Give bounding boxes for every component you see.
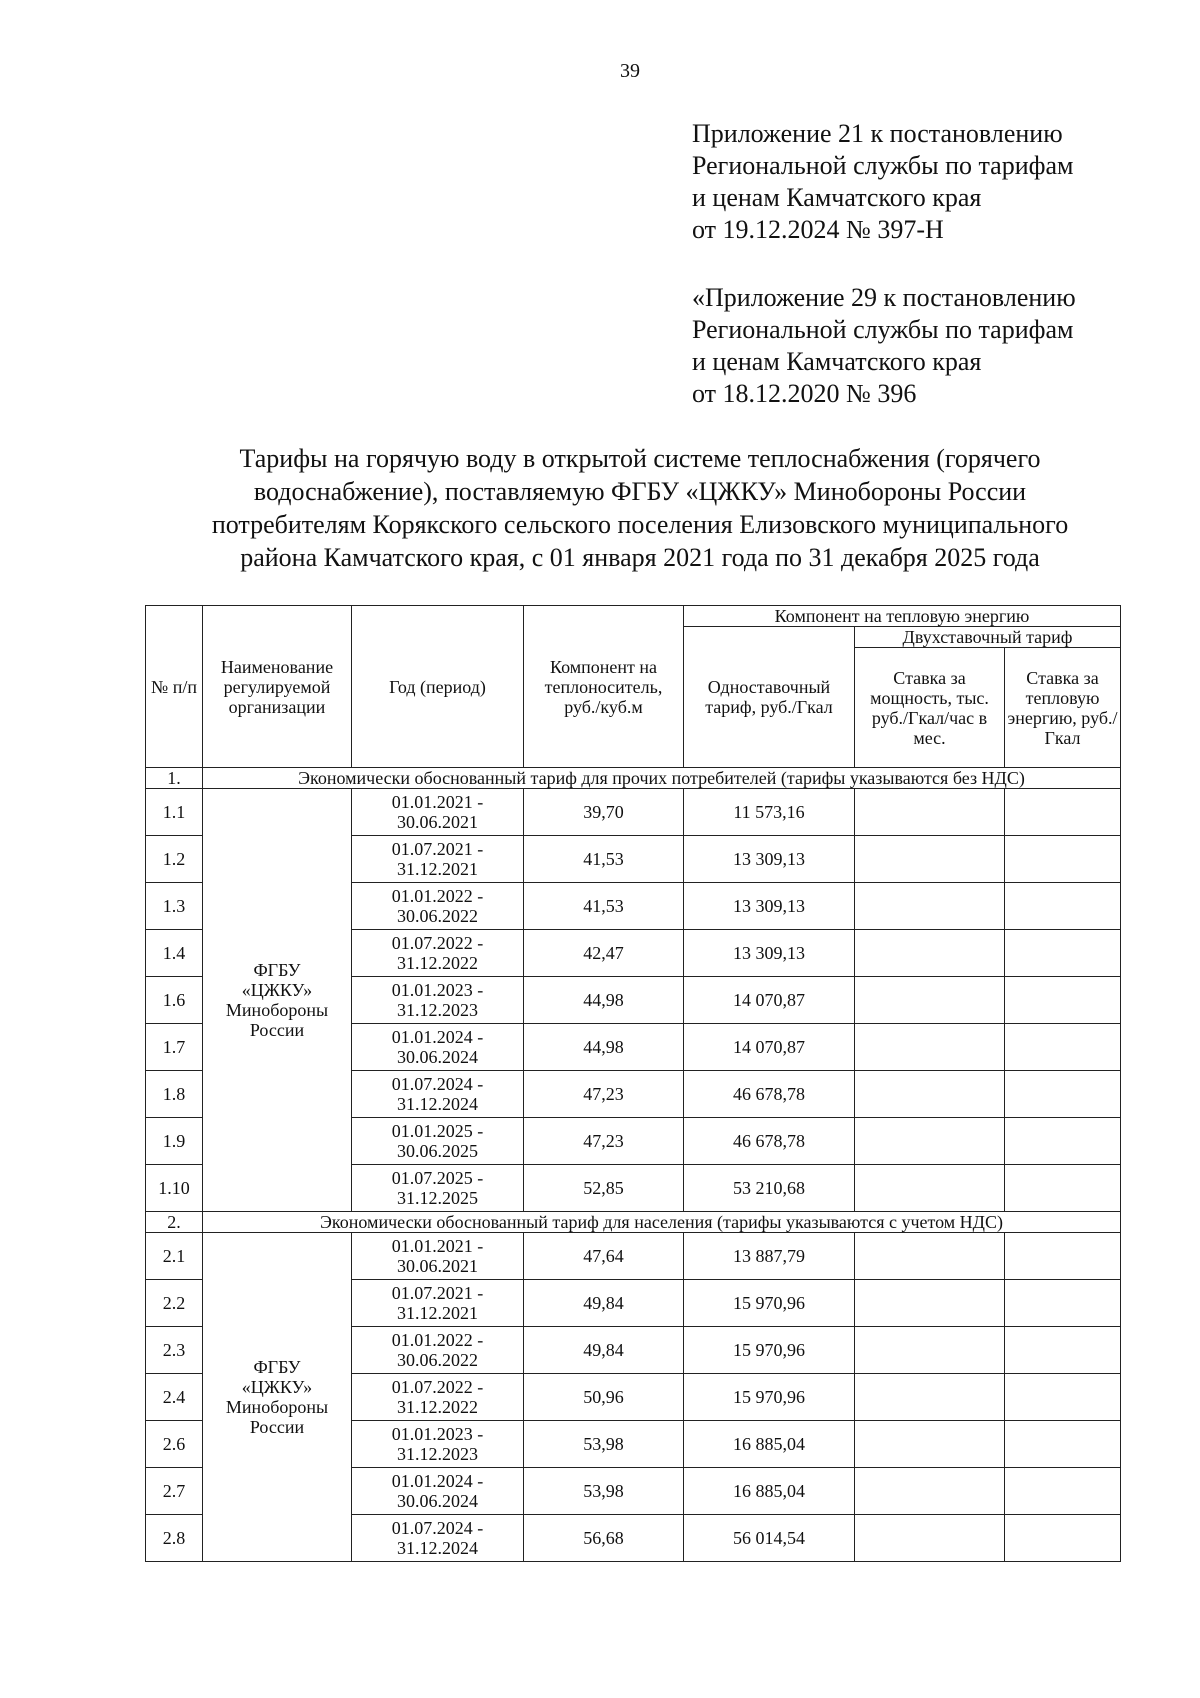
title-line: района Камчатского края, с 01 января 2021 года по 31 декабря 2025 года [240, 543, 1040, 572]
energy-rate-cell [1005, 1165, 1121, 1212]
row-number: 2.2 [146, 1280, 203, 1327]
period-cell: 01.07.2021 - 31.12.2021 [352, 1280, 524, 1327]
appendix-current [692, 118, 1073, 246]
single-rate-cell: 56 014,54 [684, 1515, 855, 1562]
carrier-component-cell: 50,96 [524, 1374, 684, 1421]
row-number: 1.8 [146, 1071, 203, 1118]
carrier-component-cell: 41,53 [524, 883, 684, 930]
single-rate-cell: 13 887,79 [684, 1233, 855, 1280]
single-rate-cell: 16 885,04 [684, 1468, 855, 1515]
power-rate-cell [855, 1280, 1005, 1327]
row-number: 1.4 [146, 930, 203, 977]
document-title [140, 442, 1140, 574]
row-number: 2.8 [146, 1515, 203, 1562]
power-rate-cell [855, 1118, 1005, 1165]
single-rate-cell: 46 678,78 [684, 1118, 855, 1165]
period-cell: 01.01.2022 - 30.06.2022 [352, 1327, 524, 1374]
appendix-previous-line: «Приложение 29 к постановлению [692, 283, 1076, 312]
header-energy-component: Компонент на тепловую энергию [684, 606, 1121, 627]
power-rate-cell [855, 789, 1005, 836]
carrier-component-cell: 49,84 [524, 1327, 684, 1374]
appendix-current-line: и ценам Камчатского края [692, 183, 982, 212]
carrier-component-cell: 53,98 [524, 1421, 684, 1468]
carrier-component-cell: 56,68 [524, 1515, 684, 1562]
appendix-previous-line: Региональной службы по тарифам [692, 315, 1074, 344]
row-number: 1.10 [146, 1165, 203, 1212]
period-cell: 01.01.2023 - 31.12.2023 [352, 1421, 524, 1468]
power-rate-cell [855, 1024, 1005, 1071]
appendix-current-line: Региональной службы по тарифам [692, 151, 1074, 180]
single-rate-cell: 15 970,96 [684, 1327, 855, 1374]
power-rate-cell [855, 836, 1005, 883]
period-cell: 01.01.2021 - 30.06.2021 [352, 789, 524, 836]
title-line: Тарифы на горячую воду в открытой системе теплоснабжения (горячего [239, 444, 1041, 473]
header-num: № п/п [146, 606, 203, 768]
table-row [146, 1233, 1121, 1280]
energy-rate-cell [1005, 977, 1121, 1024]
power-rate-cell [855, 1327, 1005, 1374]
appendix-current-line: от 19.12.2024 № 397-Н [692, 215, 944, 244]
power-rate-cell [855, 1071, 1005, 1118]
energy-rate-cell [1005, 1327, 1121, 1374]
power-rate-cell [855, 1374, 1005, 1421]
tariff-table [145, 605, 1121, 1562]
header-energy-rate: Ставка за тепловую энергию, руб./Гкал [1005, 648, 1121, 768]
row-number: 1.3 [146, 883, 203, 930]
energy-rate-cell [1005, 1468, 1121, 1515]
period-cell: 01.07.2025 - 31.12.2025 [352, 1165, 524, 1212]
section-number: 1. [146, 768, 203, 789]
table-header [146, 606, 1121, 768]
carrier-component-cell: 42,47 [524, 930, 684, 977]
power-rate-cell [855, 883, 1005, 930]
row-number: 2.4 [146, 1374, 203, 1421]
carrier-component-cell: 39,70 [524, 789, 684, 836]
carrier-component-cell: 44,98 [524, 1024, 684, 1071]
row-number: 2.7 [146, 1468, 203, 1515]
power-rate-cell [855, 1468, 1005, 1515]
table-row [146, 789, 1121, 836]
carrier-component-cell: 47,64 [524, 1233, 684, 1280]
single-rate-cell: 46 678,78 [684, 1071, 855, 1118]
appendix-previous [692, 282, 1076, 410]
single-rate-cell: 16 885,04 [684, 1421, 855, 1468]
period-cell: 01.07.2024 - 31.12.2024 [352, 1071, 524, 1118]
header-period: Год (период) [352, 606, 524, 768]
header-power-rate: Ставка за мощность, тыс. руб./Гкал/час в мес. [855, 648, 1005, 768]
table-body [146, 768, 1121, 1562]
carrier-component-cell: 52,85 [524, 1165, 684, 1212]
energy-rate-cell [1005, 930, 1121, 977]
power-rate-cell [855, 1515, 1005, 1562]
single-rate-cell: 13 309,13 [684, 930, 855, 977]
header-carrier: Компонент на теплоноситель, руб./куб.м [524, 606, 684, 768]
energy-rate-cell [1005, 1024, 1121, 1071]
period-cell: 01.01.2024 - 30.06.2024 [352, 1468, 524, 1515]
period-cell: 01.01.2021 - 30.06.2021 [352, 1233, 524, 1280]
header-single-rate: Одноставочный тариф, руб./Гкал [684, 627, 855, 768]
period-cell: 01.01.2025 - 30.06.2025 [352, 1118, 524, 1165]
section-number: 2. [146, 1212, 203, 1233]
row-number: 1.6 [146, 977, 203, 1024]
period-cell: 01.07.2022 - 31.12.2022 [352, 930, 524, 977]
energy-rate-cell [1005, 1071, 1121, 1118]
row-number: 1.7 [146, 1024, 203, 1071]
carrier-component-cell: 44,98 [524, 977, 684, 1024]
carrier-component-cell: 47,23 [524, 1118, 684, 1165]
title-line: потребителям Корякского сельского поселения Елизовского муниципального [211, 510, 1069, 539]
energy-rate-cell [1005, 1233, 1121, 1280]
power-rate-cell [855, 977, 1005, 1024]
section-title: Экономически обоснованный тариф для населения (тарифы указываются с учетом НДС) [203, 1212, 1121, 1233]
row-number: 1.1 [146, 789, 203, 836]
energy-rate-cell [1005, 1280, 1121, 1327]
period-cell: 01.01.2024 - 30.06.2024 [352, 1024, 524, 1071]
row-number: 1.2 [146, 836, 203, 883]
period-cell: 01.01.2023 - 31.12.2023 [352, 977, 524, 1024]
title-line: водоснабжение), поставляемую ФГБУ «ЦЖКУ» Минобороны России [253, 477, 1027, 506]
carrier-component-cell: 49,84 [524, 1280, 684, 1327]
header-two-rate: Двухставочный тариф [855, 627, 1121, 648]
energy-rate-cell [1005, 836, 1121, 883]
energy-rate-cell [1005, 883, 1121, 930]
row-number: 2.3 [146, 1327, 203, 1374]
carrier-component-cell: 41,53 [524, 836, 684, 883]
single-rate-cell: 53 210,68 [684, 1165, 855, 1212]
carrier-component-cell: 53,98 [524, 1468, 684, 1515]
row-number: 1.9 [146, 1118, 203, 1165]
energy-rate-cell [1005, 1421, 1121, 1468]
row-number: 2.6 [146, 1421, 203, 1468]
period-cell: 01.07.2021 - 31.12.2021 [352, 836, 524, 883]
power-rate-cell [855, 1165, 1005, 1212]
power-rate-cell [855, 1233, 1005, 1280]
power-rate-cell [855, 930, 1005, 977]
organization-name: ФГБУ «ЦЖКУ» Минобороны России [203, 1233, 352, 1562]
energy-rate-cell [1005, 1118, 1121, 1165]
single-rate-cell: 14 070,87 [684, 977, 855, 1024]
power-rate-cell [855, 1421, 1005, 1468]
section-title: Экономически обоснованный тариф для прочих потребителей (тарифы указываются без НДС) [203, 768, 1121, 789]
single-rate-cell: 15 970,96 [684, 1280, 855, 1327]
period-cell: 01.07.2022 - 31.12.2022 [352, 1374, 524, 1421]
page-number: 39 [620, 60, 640, 82]
single-rate-cell: 14 070,87 [684, 1024, 855, 1071]
energy-rate-cell [1005, 1374, 1121, 1421]
energy-rate-cell [1005, 1515, 1121, 1562]
single-rate-cell: 13 309,13 [684, 836, 855, 883]
single-rate-cell: 11 573,16 [684, 789, 855, 836]
header-org: Наименование регулируемой организации [203, 606, 352, 768]
row-number: 2.1 [146, 1233, 203, 1280]
single-rate-cell: 15 970,96 [684, 1374, 855, 1421]
appendix-previous-line: и ценам Камчатского края [692, 347, 982, 376]
single-rate-cell: 13 309,13 [684, 883, 855, 930]
energy-rate-cell [1005, 789, 1121, 836]
organization-name: ФГБУ «ЦЖКУ» Минобороны России [203, 789, 352, 1212]
appendix-current-line: Приложение 21 к постановлению [692, 119, 1063, 148]
appendix-previous-line: от 18.12.2020 № 396 [692, 379, 917, 408]
section-row [146, 1212, 1121, 1233]
section-row [146, 768, 1121, 789]
period-cell: 01.01.2022 - 30.06.2022 [352, 883, 524, 930]
carrier-component-cell: 47,23 [524, 1071, 684, 1118]
period-cell: 01.07.2024 - 31.12.2024 [352, 1515, 524, 1562]
